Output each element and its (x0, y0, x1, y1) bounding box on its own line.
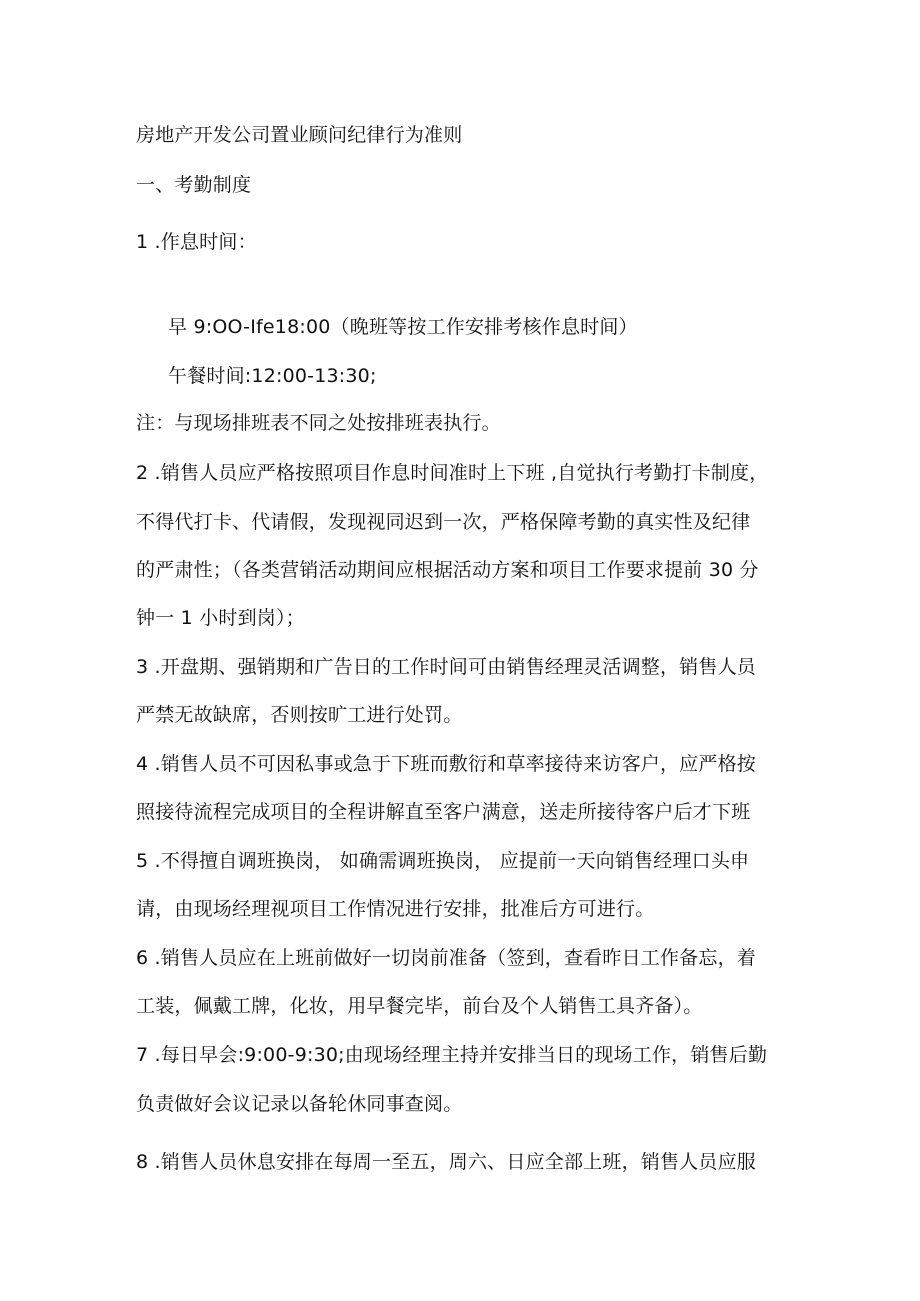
paragraph-line: 8 .销售人员休息安排在每周一至五，周六、日应全部上班，销售人员应服 (136, 1151, 756, 1173)
paragraph-line: 4 .销售人员不可因私事或急于下班而敷衍和草率接待来访客户，应严格按 (136, 753, 756, 775)
paragraph-line: 3 .开盘期、强销期和广告日的工作时间可由销售经理灵活调整，销售人员 (136, 656, 756, 678)
paragraph-line: 请，由现场经理视项目工作情况进行安排，批准后方可进行。 (136, 898, 655, 920)
paragraph-line: 午餐时间:12:00-13:30; (168, 365, 377, 387)
paragraph-line: 7 .每日早会:9:00-9:30;由现场经理主持并安排当日的现场工作，销售后勤 (136, 1044, 768, 1066)
document-title: 房地产开发公司置业顾问纪律行为准则 (136, 124, 463, 146)
paragraph-line: 6 .销售人员应在上班前做好一切岗前准备（签到，查看昨日工作备忘，着 (136, 947, 756, 969)
paragraph-line: 早 9:OO-Ife18:00（晚班等按工作安排考核作息时间） (168, 316, 638, 338)
paragraph-line: 负责做好会议记录以备轮休同事查阅。 (136, 1093, 463, 1115)
paragraph-line: 注：与现场排班表不同之处按排班表执行。 (136, 412, 501, 434)
paragraph-line: 1 .作息时间： (136, 231, 257, 253)
paragraph-line: 不得代打卡、代请假，发现视同迟到一次，严格保障考勤的真实性及纪律 (136, 511, 751, 533)
paragraph-line: 钟一 1 小时到岗）； (136, 607, 305, 629)
paragraph-line: 照接待流程完成项目的全程讲解直至客户满意，送走所接待客户后才下班 (136, 801, 751, 823)
section-heading-attendance: 一、考勤制度 (136, 174, 252, 196)
paragraph-line: 工装，佩戴工牌，化妆，用早餐完毕，前台及个人销售工具齐备）。 (136, 995, 703, 1017)
paragraph-line: 严禁无故缺席，否则按旷工进行处罚。 (136, 704, 463, 726)
paragraph-line: 2 .销售人员应严格按照项目作息时间准时上下班 ,自觉执行考勤打卡制度， (136, 462, 769, 484)
paragraph-line: 的严肃性；（各类营销活动期间应根据活动方案和项目工作要求提前 30 分 (136, 559, 759, 581)
paragraph-line: 5 .不得擅自调班换岗， 如确需调班换岗， 应提前一天向销售经理口头申 (136, 850, 750, 872)
